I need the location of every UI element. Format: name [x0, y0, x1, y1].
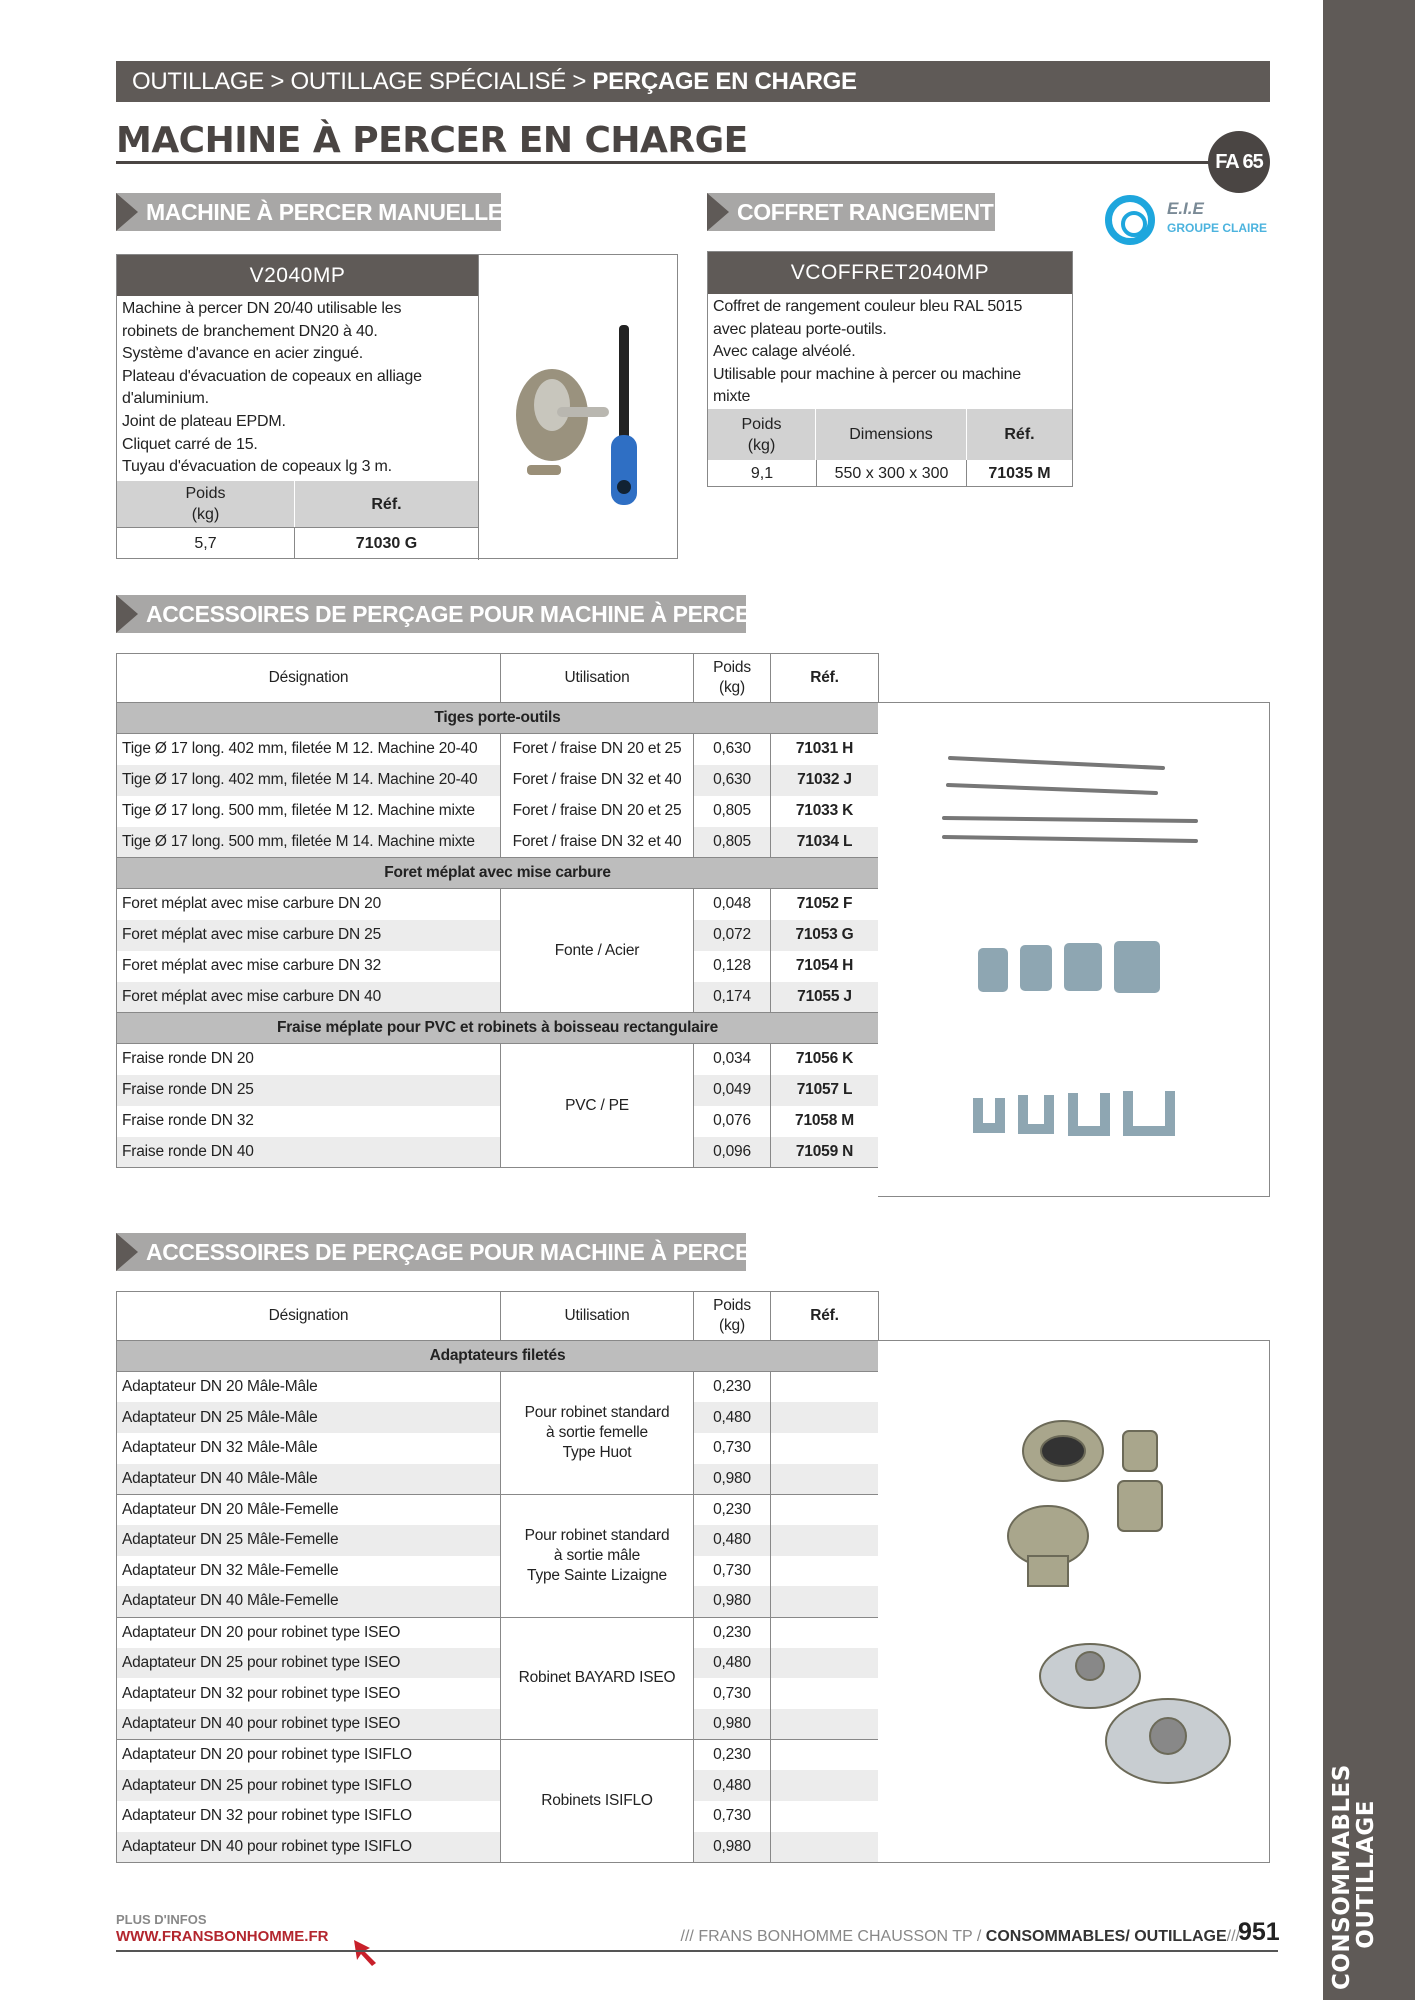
utilisation-header: Utilisation [501, 654, 694, 703]
table-row [117, 1372, 879, 1403]
logo-name: E.I.E [1167, 199, 1204, 218]
ref-cell [771, 1525, 879, 1556]
ref-cell: 71058 M [771, 1106, 879, 1137]
accessories-table-1 [116, 653, 879, 1168]
poids-cell: 0,128 [694, 951, 771, 982]
designation-cell: Tige Ø 17 long. 500 mm, filetée M 12. Machine mixte [117, 796, 501, 827]
poids-cell: 0,980 [694, 1832, 771, 1863]
footer-divider [116, 1950, 1278, 1952]
poids-cell: 0,980 [694, 1709, 771, 1740]
utilisation-cell: Fonte / Acier [501, 889, 694, 1013]
accessories-images-2 [878, 1340, 1270, 1863]
ref-value: 71035 M [988, 465, 1051, 482]
ref-cell [771, 1740, 879, 1771]
table-row [117, 1044, 879, 1075]
designation-cell: Adaptateur DN 32 pour robinet type ISIFLO [117, 1801, 501, 1832]
description-line: Joint de plateau EPDM. [122, 412, 286, 430]
dimensions-value: 550 x 300 x 300 [816, 460, 967, 487]
table-row [117, 1709, 879, 1740]
designation-cell: Foret méplat avec mise carbure DN 20 [117, 889, 501, 920]
ref-cell: 71059 N [771, 1137, 879, 1168]
designation-header: Désignation [117, 1292, 501, 1341]
ref-cell: 71057 L [771, 1075, 879, 1106]
designation-cell: Fraise ronde DN 25 [117, 1075, 501, 1106]
utilisation-cell: Foret / fraise DN 20 et 25 [501, 796, 694, 827]
table-row [117, 1556, 879, 1587]
ref-cell [771, 1464, 879, 1495]
table-row [117, 889, 879, 920]
poids-header: Poids (kg) [117, 481, 294, 527]
table-header-row [117, 654, 879, 703]
flat-drill-bits-image [978, 941, 1160, 993]
table-row [117, 734, 879, 765]
description-line: Machine à percer DN 20/40 utilisable les [122, 300, 402, 317]
ref-cell: 71056 K [771, 1044, 879, 1075]
ref-cell [771, 1556, 879, 1587]
description-line: d'aluminium. [122, 390, 209, 408]
group-title: Tiges porte-outils [117, 703, 879, 734]
poids-cell: 0,630 [694, 734, 771, 765]
designation-cell: Foret méplat avec mise carbure DN 40 [117, 982, 501, 1013]
utilisation-cell: Robinets ISIFLO [501, 1740, 694, 1863]
ref-cell [771, 1709, 879, 1740]
accessories-images-1 [878, 702, 1270, 1197]
section-header-accessories-2: ACCESSOIRES DE PERÇAGE POUR MACHINE À PERCER [116, 1233, 746, 1271]
table-row [117, 1740, 879, 1771]
sidebar-label [1329, 1764, 1379, 1990]
poids-cell: 0,174 [694, 982, 771, 1013]
poids-cell: 0,230 [694, 1494, 771, 1525]
designation-header: Désignation [117, 654, 501, 703]
breadcrumb-item[interactable]: OUTILLAGE [132, 68, 265, 95]
designation-cell: Tige Ø 17 long. 402 mm, filetée M 12. Machine 20-40 [117, 734, 501, 765]
section-header-coffret: COFFRET RANGEMENT [707, 193, 995, 231]
ref-cell: 71053 G [771, 920, 879, 951]
group-title: Foret méplat avec mise carbure [117, 858, 879, 889]
designation-cell: Adaptateur DN 40 pour robinet type ISEO [117, 1709, 501, 1740]
ref-cell: 71055 J [771, 982, 879, 1013]
description-line: Utilisable pour machine à percer ou machine [713, 365, 1022, 383]
poids-cell: 0,072 [694, 920, 771, 951]
designation-cell: Adaptateur DN 25 pour robinet type ISIFLO [117, 1770, 501, 1801]
ref-cell: 71034 L [771, 827, 879, 858]
designation-cell: Adaptateur DN 40 Mâle-Mâle [117, 1464, 501, 1495]
description-line: Système d'avance en acier zingué. [122, 345, 364, 363]
designation-cell: Adaptateur DN 32 Mâle-Mâle [117, 1433, 501, 1464]
fa-badge: FA 65 [1208, 131, 1270, 193]
poids-cell: 0,730 [694, 1433, 771, 1464]
poids-header: Poids (kg) [694, 1292, 771, 1341]
designation-cell: Foret méplat avec mise carbure DN 32 [117, 951, 501, 982]
table-row [117, 1494, 879, 1525]
designation-cell: Tige Ø 17 long. 500 mm, filetée M 14. Machine mixte [117, 827, 501, 858]
designation-cell: Fraise ronde DN 32 [117, 1106, 501, 1137]
group-title: Fraise méplate pour PVC et robinets à boisseau rectangulaire [117, 1013, 879, 1044]
utilisation-cell: Pour robinet standard à sortie femelle Type Huot [501, 1372, 694, 1495]
table-row [117, 1678, 879, 1709]
poids-cell: 0,730 [694, 1678, 771, 1709]
description-line: mixte [713, 388, 751, 406]
table-row [117, 1770, 879, 1801]
designation-cell: Adaptateur DN 25 pour robinet type ISEO [117, 1648, 501, 1679]
utilisation-cell: Foret / fraise DN 32 et 40 [501, 827, 694, 858]
poids-cell: 0,805 [694, 796, 771, 827]
ref-cell: 71054 H [771, 951, 879, 982]
poids-cell: 0,630 [694, 765, 771, 796]
drilling-machine-image [497, 315, 667, 515]
footer-company: /// FRANS BONHOMME CHAUSSON TP / [680, 1928, 986, 1945]
description-line: robinets de branchement DN20 à 40. [122, 322, 378, 340]
table-row [117, 920, 879, 951]
ref-cell: 71033 K [771, 796, 879, 827]
more-info-label: PLUS D'INFOS [116, 1912, 207, 1927]
poids-value: 5,7 [117, 527, 294, 559]
threaded-adapters-image [878, 1341, 1268, 1862]
designation-cell: Fraise ronde DN 40 [117, 1137, 501, 1168]
poids-cell: 0,980 [694, 1586, 771, 1617]
table-row [117, 1464, 879, 1495]
description-line: Avec calage alvéolé. [713, 343, 856, 361]
footer-suffix: /// [1226, 1928, 1240, 1945]
breadcrumb-item[interactable]: OUTILLAGE SPÉCIALISÉ [290, 68, 566, 95]
ref-header: Réf. [771, 1292, 879, 1341]
table-row [117, 1586, 879, 1617]
poids-cell: 0,230 [694, 1617, 771, 1648]
table-row [117, 1075, 879, 1106]
utilisation-cell: Pour robinet standard à sortie mâle Type Sainte Lizaigne [501, 1494, 694, 1617]
title-divider [116, 161, 1246, 164]
description-line: Cliquet carré de 15. [122, 435, 258, 453]
product-description [117, 296, 478, 481]
breadcrumb-current: PERÇAGE EN CHARGE [592, 68, 857, 95]
designation-cell: Adaptateur DN 25 Mâle-Mâle [117, 1402, 501, 1433]
dimensions-header: Dimensions [816, 409, 966, 460]
tool-rods-image [878, 703, 1268, 1196]
ref-value: 71030 G [294, 527, 478, 559]
divider [478, 255, 479, 560]
ref-cell [771, 1402, 879, 1433]
utilisation-cell: Foret / fraise DN 20 et 25 [501, 734, 694, 765]
poids-cell: 0,480 [694, 1525, 771, 1556]
ref-header: Réf. [771, 654, 879, 703]
table-row [117, 1525, 879, 1556]
poids-cell: 0,230 [694, 1372, 771, 1403]
accessories-table-2 [116, 1291, 879, 1863]
designation-cell: Tige Ø 17 long. 402 mm, filetée M 14. Machine 20-40 [117, 765, 501, 796]
designation-cell: Adaptateur DN 40 Mâle-Femelle [117, 1586, 501, 1617]
poids-header: Poids (kg) [708, 409, 815, 460]
poids-cell: 0,076 [694, 1106, 771, 1137]
breadcrumb-separator: > [270, 68, 285, 95]
designation-cell: Adaptateur DN 32 pour robinet type ISEO [117, 1678, 501, 1709]
ref-header: Réf. [967, 409, 1072, 460]
page-title: MACHINE À PERCER EN CHARGE [116, 120, 748, 161]
poids-cell: 0,480 [694, 1648, 771, 1679]
ref-cell: 71052 F [771, 889, 879, 920]
poids-cell: 0,980 [694, 1464, 771, 1495]
table-row [117, 765, 879, 796]
ref-cell [771, 1586, 879, 1617]
description-line: Plateau d'évacuation de copeaux en alliage [122, 367, 422, 385]
footer-text [681, 1928, 1240, 1946]
table-row [117, 1617, 879, 1648]
poids-header: Poids (kg) [694, 654, 771, 703]
logo-subtitle: GROUPE CLAIRE [1167, 221, 1268, 235]
table-row [117, 951, 879, 982]
ref-cell [771, 1372, 879, 1403]
breadcrumb [116, 61, 1270, 102]
sidebar-tab [1323, 0, 1415, 2000]
ref-cell [771, 1832, 879, 1863]
poids-cell: 0,730 [694, 1556, 771, 1587]
group-header-row [117, 703, 879, 734]
footer-section: CONSOMMABLES/ OUTILLAGE [985, 1928, 1227, 1945]
utilisation-cell: PVC / PE [501, 1044, 694, 1168]
designation-cell: Adaptateur DN 20 Mâle-Mâle [117, 1372, 501, 1403]
product-code: VCOFFRET2040MP [708, 252, 1072, 294]
table-row [117, 1832, 879, 1863]
sidebar-line-2: OUTILLAGE [1353, 1800, 1379, 1949]
group-title: Adaptateurs filetés [117, 1341, 879, 1372]
utilisation-header: Utilisation [501, 1292, 694, 1341]
designation-cell: Adaptateur DN 20 pour robinet type ISEO [117, 1617, 501, 1648]
poids-cell: 0,805 [694, 827, 771, 858]
table-row [117, 1648, 879, 1679]
website-link[interactable]: WWW.FRANSBONHOMME.FR [116, 1928, 329, 1945]
table-row [117, 796, 879, 827]
group-header-row [117, 1341, 879, 1372]
ref-cell [771, 1494, 879, 1525]
utilisation-cell: Foret / fraise DN 32 et 40 [501, 765, 694, 796]
poids-cell: 0,096 [694, 1137, 771, 1168]
designation-cell: Adaptateur DN 32 Mâle-Femelle [117, 1556, 501, 1587]
ref-cell [771, 1617, 879, 1648]
poids-cell: 0,049 [694, 1075, 771, 1106]
poids-cell: 0,730 [694, 1801, 771, 1832]
description-line: Tuyau d'évacuation de copeaux lg 3 m. [122, 458, 392, 476]
ref-header: Réf. [295, 481, 478, 527]
page-number: 951 [1238, 1918, 1280, 1946]
table-row [117, 1402, 879, 1433]
group-header-row [117, 1013, 879, 1044]
sidebar-line-1: CONSOMMABLES [1329, 1764, 1355, 1990]
poids-cell: 0,230 [694, 1740, 771, 1771]
ref-cell [771, 1648, 879, 1679]
designation-cell: Fraise ronde DN 20 [117, 1044, 501, 1075]
designation-cell: Adaptateur DN 40 pour robinet type ISIFLO [117, 1832, 501, 1863]
table-row [117, 1433, 879, 1464]
table-header-row [117, 1292, 879, 1341]
poids-value: 9,1 [750, 465, 774, 482]
product-description [708, 294, 1072, 411]
ref-cell [771, 1801, 879, 1832]
designation-cell: Adaptateur DN 20 pour robinet type ISIFLO [117, 1740, 501, 1771]
utilisation-cell: Robinet BAYARD ISEO [501, 1617, 694, 1740]
section-header-manual: MACHINE À PERCER MANUELLE [116, 193, 501, 231]
designation-cell: Adaptateur DN 25 Mâle-Femelle [117, 1525, 501, 1556]
designation-cell: Foret méplat avec mise carbure DN 25 [117, 920, 501, 951]
ref-cell [771, 1770, 879, 1801]
breadcrumb-separator: > [572, 68, 587, 95]
description-line: Coffret de rangement couleur bleu RAL 5015 [713, 298, 1023, 315]
table-row [117, 1801, 879, 1832]
ref-cell [771, 1678, 879, 1709]
table-row [117, 1137, 879, 1168]
description-line: avec plateau porte-outils. [713, 320, 887, 338]
round-cutters-image [978, 1091, 1170, 1131]
section-header-accessories-1: ACCESSOIRES DE PERÇAGE POUR MACHINE À PERCER [116, 595, 746, 633]
ref-cell [771, 1433, 879, 1464]
table-row [117, 982, 879, 1013]
table-row [117, 1106, 879, 1137]
table-row [117, 827, 879, 858]
product-code: V2040MP [117, 255, 478, 296]
eie-logo [1105, 195, 1275, 247]
logo-ring-icon [1105, 195, 1155, 245]
poids-cell: 0,480 [694, 1402, 771, 1433]
poids-cell: 0,480 [694, 1770, 771, 1801]
poids-cell: 0,034 [694, 1044, 771, 1075]
product-card-v2040mp [116, 254, 678, 559]
poids-cell: 0,048 [694, 889, 771, 920]
group-header-row [117, 858, 879, 889]
cursor-arrow-icon [352, 1938, 382, 1968]
ref-cell: 71031 H [771, 734, 879, 765]
product-card-vcoffret [707, 251, 1073, 487]
ref-cell: 71032 J [771, 765, 879, 796]
designation-cell: Adaptateur DN 20 Mâle-Femelle [117, 1494, 501, 1525]
